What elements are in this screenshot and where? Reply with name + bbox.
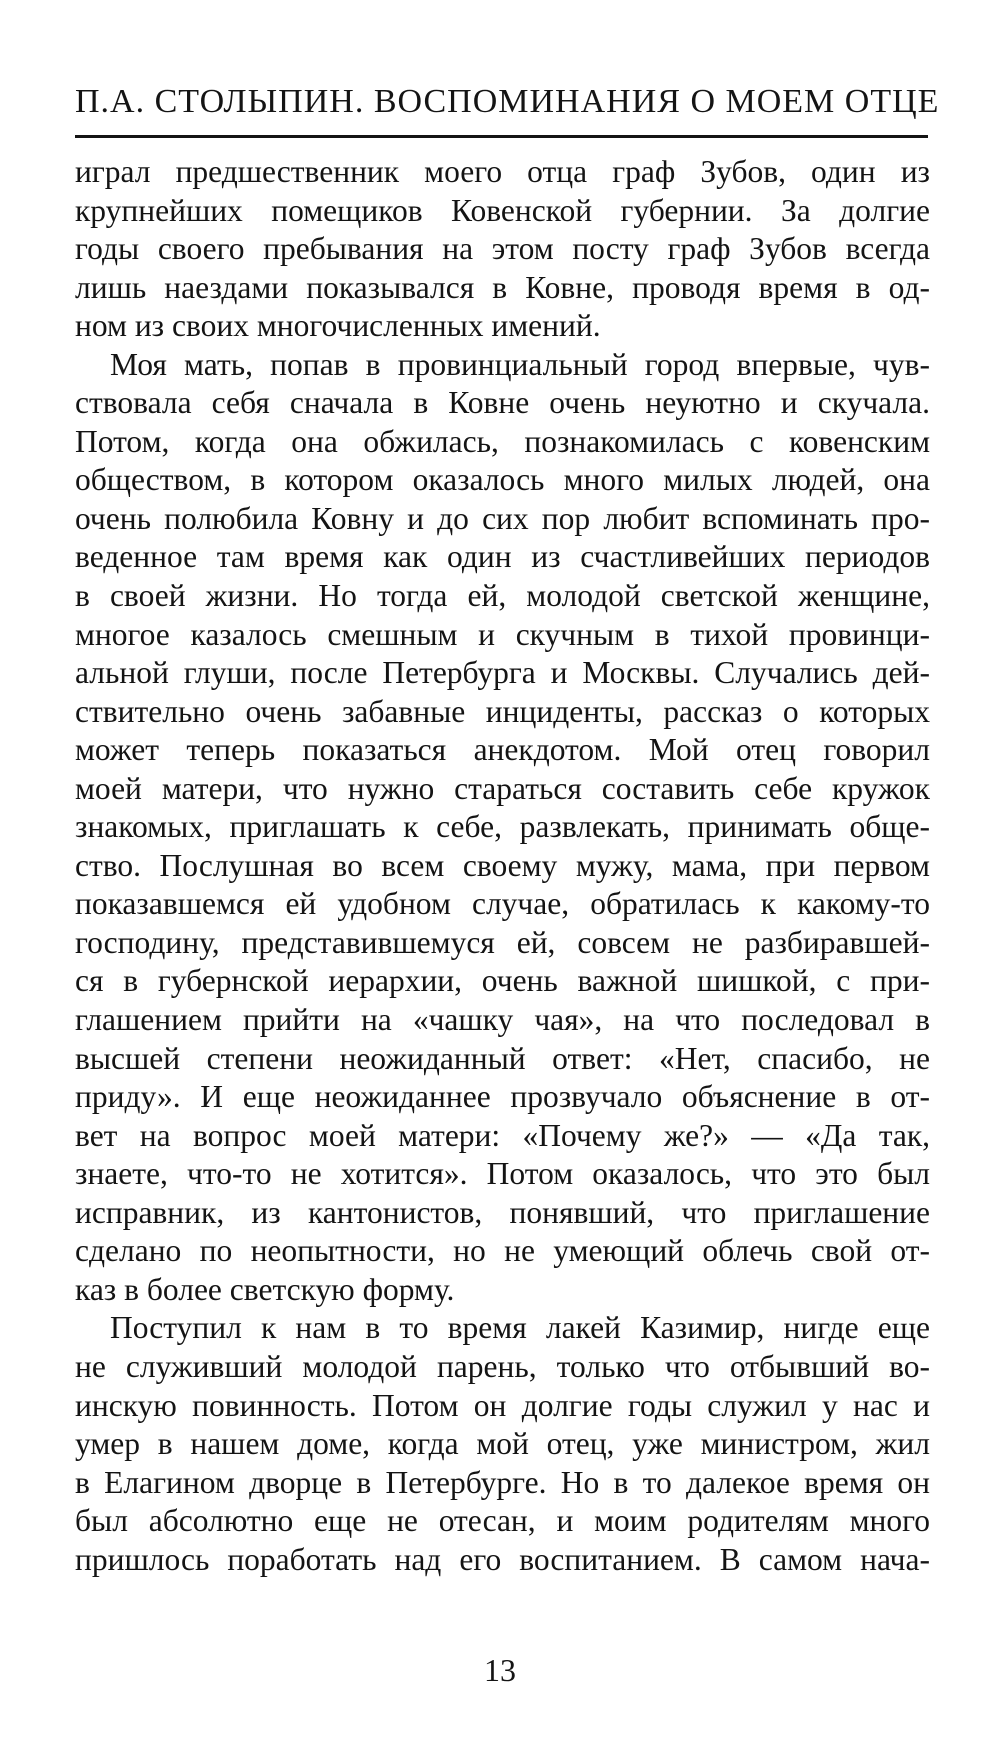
text-line: глашением прийти на «чашку чая», на что последовал в xyxy=(75,1002,930,1038)
text-line: лишь наездами показывался в Ковне, проводя время в од- xyxy=(75,269,930,305)
text-line: пришлось поработать над его воспитанием. В самом нача- xyxy=(75,1541,930,1577)
text-line: показавшемся ей удобном случае, обратилась к какому-то xyxy=(75,886,930,922)
running-header-title: П.А. СТОЛЫПИН. ВОСПОМИНАНИЯ О МОЕМ ОТЦЕ xyxy=(75,83,940,120)
text-line: веденное там время как один из счастливейших периодов xyxy=(75,539,930,575)
text-line: годы своего пребывания на этом посту граф Зубов всегда xyxy=(75,231,930,267)
text-line: Поступил к нам в то время лакей Казимир, нигде еще xyxy=(110,1310,930,1346)
text-line: был абсолютно еще не отесан, и моим родителям много xyxy=(75,1503,930,1539)
text-line: в Елагином дворце в Петербурге. Но в то далекое время он xyxy=(75,1464,930,1500)
text-line: может теперь показаться анекдотом. Мой отец говорил xyxy=(75,732,930,768)
text-line: сделано по неопытности, но не умеющий облечь свой от- xyxy=(75,1233,930,1269)
body-text xyxy=(75,153,930,1579)
text-line: моей матери, что нужно стараться составить себе кружок xyxy=(75,770,930,806)
text-line: каз в более светскую форму. xyxy=(75,1271,455,1307)
text-line: господину, представившемуся ей, совсем не разбиравшей- xyxy=(75,924,930,960)
text-line: в своей жизни. Но тогда ей, молодой светской женщине, xyxy=(75,578,930,614)
text-line: знакомых, приглашать к себе, развлекать, принимать обще- xyxy=(75,809,930,845)
text-line: играл предшественник моего отца граф Зубов, один из xyxy=(75,154,930,189)
text-line: ствовала себя сначала в Ковне очень неуютно и скучала. xyxy=(75,385,930,421)
text-line: многое казалось смешным и скучным в тихой провинци- xyxy=(75,616,930,652)
text-line: исправник, из кантонистов, понявший, что приглашение xyxy=(75,1194,930,1230)
text-line: крупнейших помещиков Ковенской губернии. За долгие xyxy=(75,192,930,228)
text-line: высшей степени неожиданный ответ: «Нет, спасибо, не xyxy=(75,1040,930,1076)
text-line: умер в нашем доме, когда мой отец, уже министром, жил xyxy=(75,1426,930,1462)
text-line: ствительно очень забавные инциденты, рассказ о которых xyxy=(75,693,930,729)
text-line: Потом, когда она обжилась, познакомилась с ковенским xyxy=(75,423,930,459)
text-line: инскую повинность. Потом он долгие годы служил у нас и xyxy=(75,1387,930,1423)
text-line: обществом, в котором оказалось много милых людей, она xyxy=(75,462,930,498)
page-number: 13 xyxy=(484,1652,516,1688)
text-line: не служивший молодой парень, только что отбывший во- xyxy=(75,1348,930,1384)
text-line: очень полюбила Ковну и до сих пор любит вспоминать про- xyxy=(75,500,930,536)
text-line: ся в губернской иерархии, очень важной шишкой, с при- xyxy=(75,963,930,999)
header-rule xyxy=(75,135,928,138)
text-line: ном из своих многочисленных имений. xyxy=(75,308,601,344)
text-line: приду». И еще неожиданнее прозвучало объяснение в от- xyxy=(75,1079,930,1115)
text-line: знаете, что-то не хотится». Потом оказалось, что это был xyxy=(75,1156,930,1192)
text-line: ство. Послушная во всем своему мужу, мама, при первом xyxy=(75,847,930,883)
text-line: вет на вопрос моей матери: «Почему же?» — «Да так, xyxy=(75,1117,930,1153)
text-line: альной глуши, после Петербурга и Москвы. Случались дей- xyxy=(75,655,930,691)
text-line: Моя мать, попав в провинциальный город впервые, чув- xyxy=(110,346,930,382)
